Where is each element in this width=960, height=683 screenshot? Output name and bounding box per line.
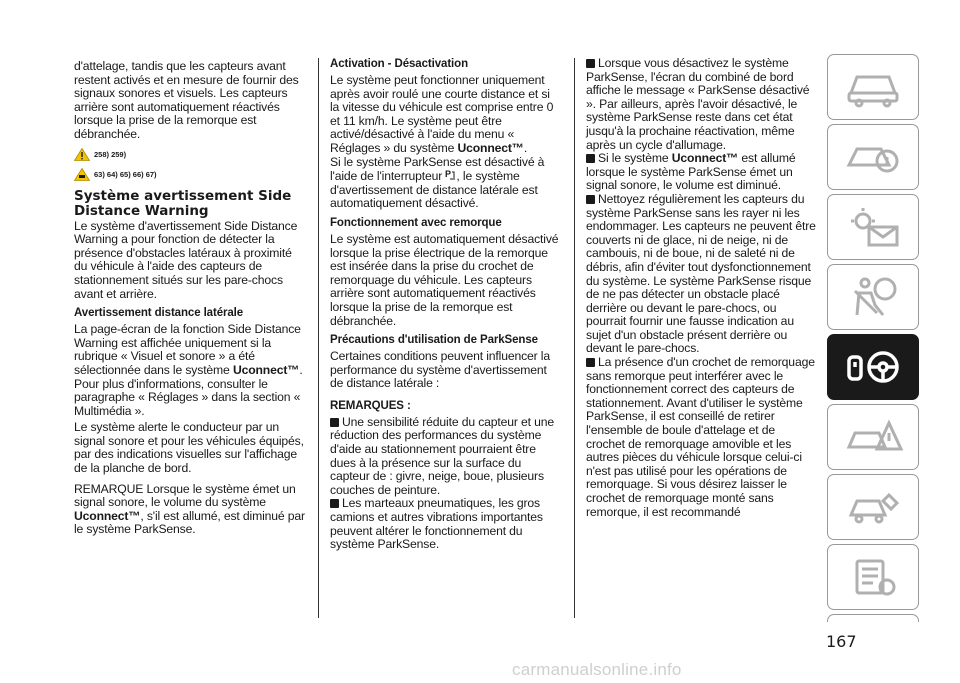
column-divider — [574, 58, 575, 618]
bullet-item: La présence d'un crochet de remorquage sans remorque peut interférer avec le fonctionnement correct des capteurs de stationnement. Avant d'utiliser le système ParkSense, il est conseillé de retirer l'ensemble de boule d'attelage et de crochet de remorquage amovible et les autres pièces du véhicule lorsque celui-ci n'est pas utilisé pour les opérations de remorquage. Si vous désirez laisser le crochet de remorquage monté sans remorque, il est recommandé — [586, 355, 815, 519]
section-heading: Système avertissement Side Distance Warning — [74, 187, 292, 219]
column-3 — [586, 56, 816, 519]
column-2 — [330, 60, 562, 552]
paragraph: Le système est automatiquement désactivé lorsque la prise électrique de la remorque est insérée dans la prise du crochet de remorquage du véhicule. Les capteurs arrière sont automatiquement réactivés lorsque la prise de la remorque est débranchée. — [330, 231, 559, 328]
subheading: Fonctionnement avec remorque — [330, 216, 502, 229]
note-paragraph: REMARQUE Lorsque le système émet un signal sonore, le volume du système Uconnect™, s'il est allumé, est diminué par le système ParkSense. — [74, 481, 305, 537]
car-info-icon — [843, 135, 903, 179]
section-tab-warning-lights[interactable] — [827, 194, 919, 260]
section-tab-car-info[interactable] — [827, 124, 919, 190]
subheading: REMARQUES : — [330, 399, 411, 412]
section-tab-dashboard[interactable] — [827, 54, 919, 120]
paragraph: La page-écran de la fonction Side Distance Warning est affichée uniquement si la rubrique « Visuel et sonore » a été sélectionnée dans le système Uconnect™. Pour plus d'informations, consulter le paragraphe « Réglages » dans la section « Multimédia ». — [74, 322, 303, 418]
svg-text:P: P — [445, 169, 452, 180]
steering-key-icon — [843, 345, 903, 389]
emergency-icon — [843, 415, 903, 459]
parksense-switch-icon — [445, 169, 456, 181]
checkbox-bullet-icon — [330, 499, 339, 508]
paragraph: Le système peut fonctionner uniquement après avoir roulé une courte distance et si la vitesse du véhicule est comprise entre 0 et 11 km/h. Le système peut être activé/désactivé à l'aide du menu « Réglages » du système Uconnect™. — [330, 73, 554, 155]
section-tab-specifications[interactable] — [827, 544, 919, 610]
paragraph: Si le système ParkSense est désactivé à l'aide de l'interrupteur P , le système d'avertissement de distance latérale est automatiquement désactivé. — [330, 154, 545, 211]
checkbox-bullet-icon — [586, 195, 595, 204]
column-divider — [318, 58, 319, 618]
paragraph: Le système alerte le conducteur par un signal sonore et pour les véhicules équipés, par des indications visuelles sur l'affichage de la planche de bord. — [74, 420, 304, 476]
warning-reference — [74, 148, 306, 162]
specifications-icon — [843, 555, 903, 599]
warning-references-text: 258) 259) — [94, 150, 127, 160]
checkbox-bullet-icon — [586, 59, 595, 68]
warning-lights-icon — [843, 205, 903, 249]
section-tab-emergency[interactable] — [827, 404, 919, 470]
paragraph: Certaines conditions peuvent influencer la performance du système d'avertissement de distance latérale : — [330, 349, 550, 391]
airbag-seatbelt-icon — [843, 275, 903, 319]
bullet-item: Nettoyez régulièrement les capteurs du système ParkSense sans les rayer ni les endommager. Les capteurs ne peuvent être couverts ni de glace, ni de neige, ni de cambouis, ni de boue, ni de saleté ni de débris, afin d'éviter tout dysfonctionnement du système. Le système ParkSense risque de ne pas détecter un obstacle placé derrière ou devant le pare-chocs, ou pourrait fournir une fausse indication au sujet d'un obstacle présent derrière ou devant le pare-chocs. — [586, 191, 816, 356]
bullet-item: Une sensibilité réduite du capteur et une réduction des performances du système d'aide au stationnement pourraient être dues à la présence sur la surface du capteur de : givre, neige, boue, plusieurs couches de peinture. — [330, 414, 555, 497]
bullet-item: Si le système Uconnect™ est allumé lorsque le système ParkSense émet un signal sonore, le volume est diminué. — [586, 151, 796, 193]
section-tab-safety[interactable] — [827, 264, 919, 330]
subheading: Activation - Désactivation — [330, 58, 468, 70]
column-1 — [74, 60, 306, 537]
service-icon — [843, 485, 903, 529]
dashboard-icon — [843, 65, 903, 109]
caution-reference — [74, 168, 306, 182]
bullet-item: Lorsque vous désactivez le système ParkSense, l'écran du combiné de bord affiche le message « ParkSense désactivé ». Par ailleurs, après l'avoir désactivé, le système ParkSense reste dans cet état jusqu'à la prochaine réactivation, même après un cycle d'allumage. — [586, 56, 810, 152]
warning-triangle-icon — [74, 148, 90, 161]
section-tab-multimedia[interactable] — [827, 614, 919, 622]
watermark: carmanualsonline.info — [512, 660, 682, 679]
subheading: Précautions d'utilisation de ParkSense — [330, 334, 538, 347]
subheading: Avertissement distance latérale — [74, 307, 244, 320]
bullet-item: Les marteaux pneumatiques, les gros camions et autres vibrations importantes peuvent altérer le fonctionnement du système ParkSense. — [330, 496, 543, 552]
section-tab-service[interactable] — [827, 474, 919, 540]
section-tab-driving[interactable] — [827, 334, 919, 400]
checkbox-bullet-icon — [586, 154, 595, 163]
caution-triangle-icon — [74, 168, 90, 181]
checkbox-bullet-icon — [586, 358, 595, 367]
checkbox-bullet-icon — [330, 418, 339, 427]
page-number: 167 — [826, 632, 857, 651]
paragraph: Le système d'avertissement Side Distance Warning a pour fonction de détecter la présence d'obstacles latéraux à proximité du véhicule à l'aide des capteurs de stationnement situés sur les pare-chocs avant et arrière. — [74, 218, 298, 301]
paragraph: d'attelage, tandis que les capteurs avant restent activés et en mesure de fournir des signaux sonores et visuels. Les capteurs arrière sont automatiquement réactivés lorsque la prise de la remorque est débranchée. — [74, 59, 299, 141]
caution-references-text: 63) 64) 65) 66) 67) — [94, 170, 157, 180]
